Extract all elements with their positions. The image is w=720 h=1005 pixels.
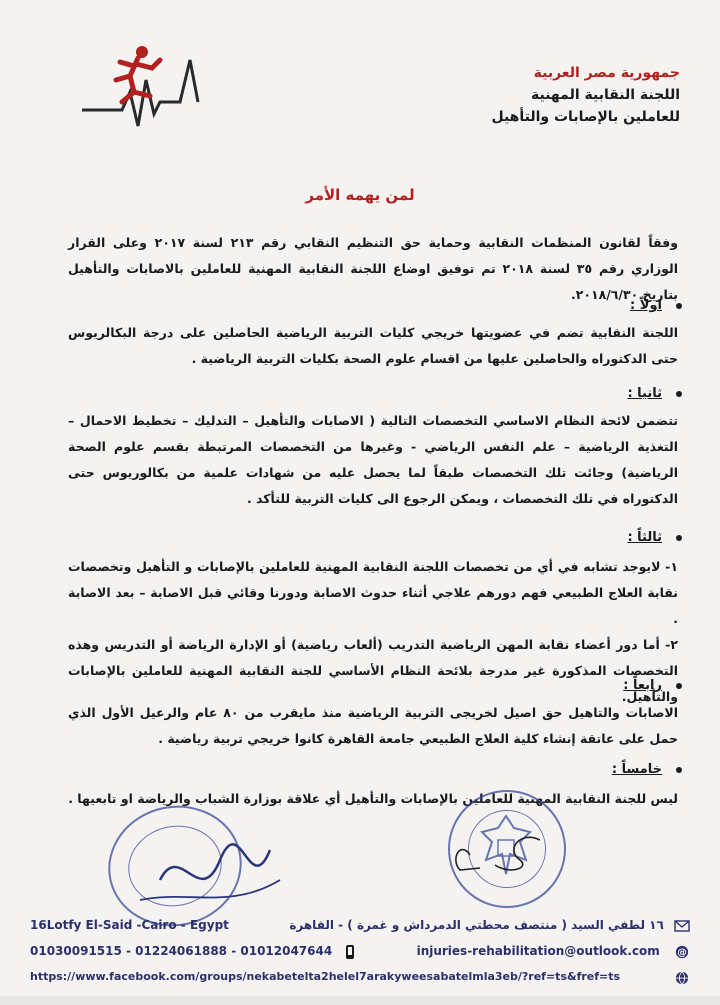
bullet-icon xyxy=(676,303,682,309)
address-arabic: ١٦ لطفي السيد ( منتصف محطتي الدمرداش و غمرة ) - القاهرة xyxy=(289,918,690,933)
org-country: جمهورية مصر العربية xyxy=(533,65,680,81)
section-second-heading: ثانيا : xyxy=(42,386,682,401)
org-committee: اللجنة النقابية المهنية xyxy=(531,87,680,103)
section-third-heading: ثالثاً : xyxy=(42,530,682,545)
at-sign-icon xyxy=(674,945,690,959)
bullet-icon xyxy=(676,683,682,689)
letter-title: لمن يهمه الأمر xyxy=(305,186,415,204)
phone-numbers: 01030091515 - 01224061888 - 01012047644 xyxy=(30,944,358,959)
bullet-icon xyxy=(676,767,682,773)
globe-icon xyxy=(674,971,690,985)
facebook-link[interactable]: https://www.facebook.com/groups/nekabetelta2helel7arakyweesabatelmla3eb/?ref=ts&fref=ts xyxy=(30,970,621,983)
handwritten-signature xyxy=(100,820,540,930)
svg-text:@: @ xyxy=(677,947,687,958)
envelope-icon xyxy=(674,919,690,933)
section-second-text: تتضمن لائحة النظام الاساسي التخصصات التالية ( الاصابات والتأهيل – التدليك – تخطيط الاحمال – التغذية الرياضية – علم النفس الرياضي - وغيرها من التخصصات المرتبطة بقسم علوم الصحة الرياضية) وجائت تلك التخصصات طبقاً لما يحصل عليه من شهادات علمية من بكالوريوس حتى الدكتوراه في تلك التخصصات ، ويمكن الرجوع الى كليات التربية للتأكد . xyxy=(68,413,678,506)
section-first-text: اللجنة النقابية تضم في عضويتها خريجي كليات التربية الرياضية الحاصلين على درجة البكالريوس حتى الدكتوراه والحاصلين عليها من اقسام علوم الصحة بكليات التربية الرياضية . xyxy=(68,325,678,366)
intro-paragraph: وفقاً لقانون المنظمات النقابية وحماية حق التنظيم النقابي رقم ٢١٣ لسنة ٢٠١٧ وعلى القرار الوزاري رقم ٣٥ لسنة ٢٠١٨ تم توفيق اوضاع اللجنة النقابية المهنية للعاملين بالاصابات والتأهيل بتاريخ ٢٠١٨/٦/٣٠. xyxy=(68,235,678,302)
section-first-heading: اولاً : xyxy=(42,298,682,313)
section-fourth-text: الاصابات والتاهيل حق اصيل لخريجى التربية الرياضية منذ مايقرب من ٨٠ عام والرعيل الأول الذي حمل على عاتقة إنشاء كلية العلاج الطبيعي جامعة القاهرة كانوا خريجي تربية رياضية . xyxy=(68,705,678,746)
org-field: للعاملين بالإصابات والتأهيل xyxy=(491,109,680,125)
world-icon-wrap xyxy=(668,970,690,985)
section-fifth-text: ليس للجنة النقابية المهنية للعاملين بالإصابات والتأهيل أي علاقة بوزارة الشباب والرياضة او تابعيها . xyxy=(68,791,678,806)
footer-facebook-row xyxy=(30,970,690,992)
bottom-edge xyxy=(0,996,720,1005)
address-english: 16Lotfy El-Said -Cairo - Egypt xyxy=(30,918,229,932)
section-fourth-heading: رابعاً : xyxy=(42,678,682,693)
footer-contact-row xyxy=(30,944,690,966)
footer-address-row xyxy=(30,918,690,940)
bullet-icon xyxy=(676,535,682,541)
bullet-icon xyxy=(676,391,682,397)
phone-icon xyxy=(342,945,358,959)
organization-header xyxy=(440,62,680,128)
letter-footer xyxy=(30,918,690,996)
section-fifth-heading: خامساً : xyxy=(42,762,682,777)
section-third-text: ١- لايوجد تشابه في أي من تخصصات اللجنة النقابية المهنية للعاملين بالإصابات و التأهيل وتخصصات نقابة العلاج الطبيعي فهم دورهم علاجي أثناء حدوث الاصابة ودورنا وقائي قبل الاصابة – بعد الاصابة . ٢- أما دور أعضاء نقابة المهن الرياضية التدريب (ألعاب رياضية) أو الإدارة الرياضة أو التدريس وهذه التخصصات المذكورة غير مدرجة بلائحة النظام الأساسي للجنة النقابية المهنية للعاملين بالإصابات والتأهيل. xyxy=(68,559,678,704)
email-address[interactable]: injuries-rehabilitation@outlook.com @ xyxy=(417,944,690,959)
runner-heartbeat-logo xyxy=(72,40,212,130)
